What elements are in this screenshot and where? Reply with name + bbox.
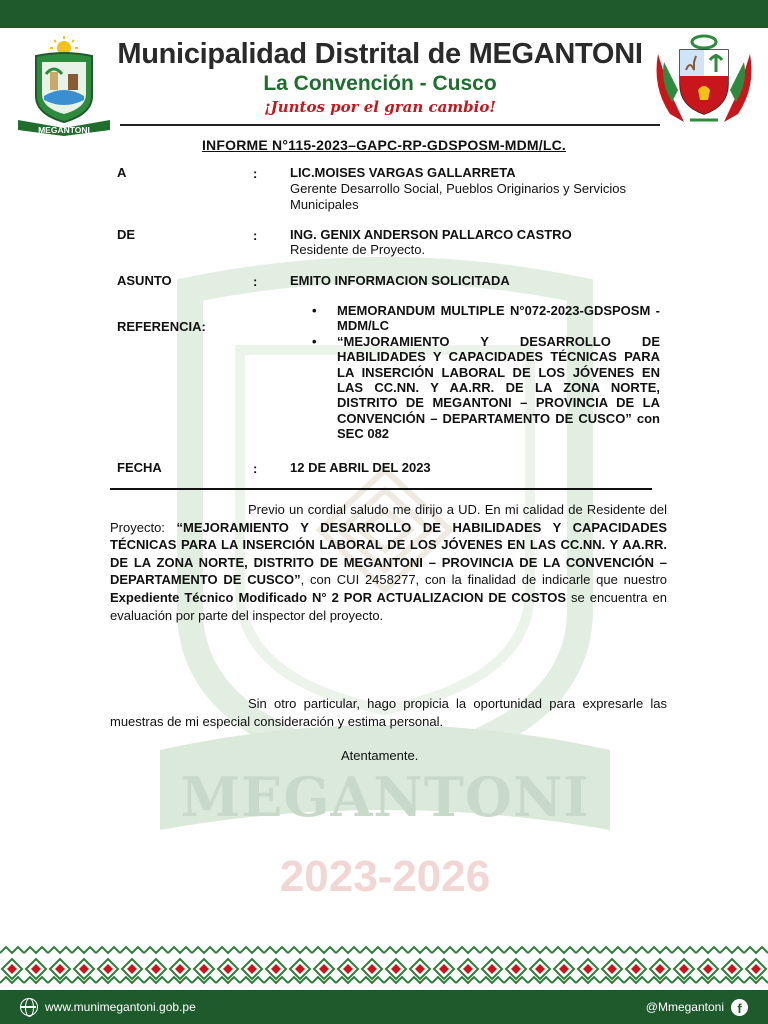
body-paragraph-2 [110, 695, 667, 730]
reference-item-text: “MEJORAMIENTO Y DESARROLLO DE HABILIDADES Y CAPACIDADES TÉCNICAS PARA LA INSERCIÓN LABORAL DE LOS JÓVENES EN LAS CC.NN. Y AA.RR. DE LA ZONA NORTE, DISTRITO DE MEGANTONI – PROVINCIA DE LA CONVENCIÓN – DEPARTAMENTO DE CUSCO” con SEC 082 [337, 333, 660, 442]
farewell: Atentamente. [341, 748, 419, 763]
p1-project-name: “MEJORAMIENTO Y DESARROLLO DE HABILIDADES Y CAPACIDADES TÉCNICAS PARA LA INSERCIÓN LABORAL DE LOS JÓVENES EN LAS CC.NN. Y AA.RR. DE LA ZONA NORTE, DISTRITO DE MEGANTONI – PROVINCIA DE LA CONVENCIÓN – DEPARTAMENTO DE CUSCO” [110, 519, 667, 588]
to-colon: : [253, 166, 258, 181]
subject-value: EMITO INFORMACION SOLICITADA [290, 273, 510, 288]
website-text[interactable]: www.munimegantoni.gob.pe [45, 1000, 196, 1014]
reference-list [312, 303, 660, 442]
reference-item-text: MEMORANDUM MULTIPLE N°072-2023-GDSPOSM -MDM/LC [337, 303, 660, 334]
municipality-slogan: ¡Juntos por el gran cambio! [264, 98, 496, 116]
social-handle[interactable]: @Mmegantoni [645, 1000, 724, 1014]
from-colon: : [253, 228, 258, 243]
subject-colon: : [253, 274, 258, 289]
header-rule [120, 124, 660, 126]
from-role: Residente de Proyecto. [290, 242, 426, 257]
p2-text: Sin otro particular, hago propicia la oportunidad para expresarle las muestras de mi especial consideración y estima personal. [110, 696, 667, 729]
facebook-icon[interactable]: f [731, 999, 748, 1016]
watermark-word: MEGANTONI [180, 765, 590, 829]
reference-label: REFERENCIA: [117, 319, 206, 334]
decorative-border [0, 945, 768, 987]
to-label: A [117, 165, 127, 180]
peru-coat-of-arms [650, 32, 758, 130]
report-title: INFORME N°115-2023–GAPC-RP-GDSPOSM-MDM/LC. [201, 137, 567, 153]
watermark-years: 2023-2026 [279, 852, 491, 901]
separator-line [110, 488, 652, 490]
from-name: ING. GENIX ANDERSON PALLARCO CASTRO [290, 227, 572, 242]
to-role: Gerente Desarrollo Social, Pueblos Originarios y Servicios Municipales [290, 181, 626, 212]
logo-label: MEGANTONI [38, 125, 90, 135]
footer-website[interactable] [20, 998, 196, 1016]
from-label: DE [117, 227, 136, 242]
municipality-subtitle: La Convención - Cusco [263, 72, 497, 95]
body-paragraph-1 [110, 501, 667, 624]
date-colon: : [253, 461, 258, 476]
reference-item [312, 334, 660, 442]
megantoni-logo [10, 34, 118, 138]
footer-social[interactable] [646, 999, 748, 1016]
to-name: LIC.MOISES VARGAS GALLARRETA [290, 165, 516, 180]
municipality-title: Municipalidad Distrital de MEGANTONI [117, 38, 643, 70]
p1-end: se encuentra en evaluación por parte del inspector del proyecto. [110, 589, 667, 623]
date-label: FECHA [117, 460, 162, 475]
date-value: 12 DE ABRIL DEL 2023 [290, 460, 431, 475]
p1-intro: Previo un cordial saludo me dirijo a UD. En mi calidad de Residente del Proyecto: [110, 502, 667, 535]
reference-item [312, 303, 660, 334]
p1-expediente: Expediente Técnico Modificado N° 2 POR ACTUALIZACION DE COSTOS [110, 589, 567, 605]
footer-band [0, 990, 768, 1024]
bullet-icon: • [312, 303, 317, 318]
top-band [0, 0, 768, 28]
p1-middle: , con CUI 2458277, con la finalidad de indicarle que nuestro [300, 572, 668, 588]
bullet-icon: • [312, 333, 317, 349]
globe-icon [20, 998, 38, 1016]
subject-label: ASUNTO [117, 273, 172, 288]
